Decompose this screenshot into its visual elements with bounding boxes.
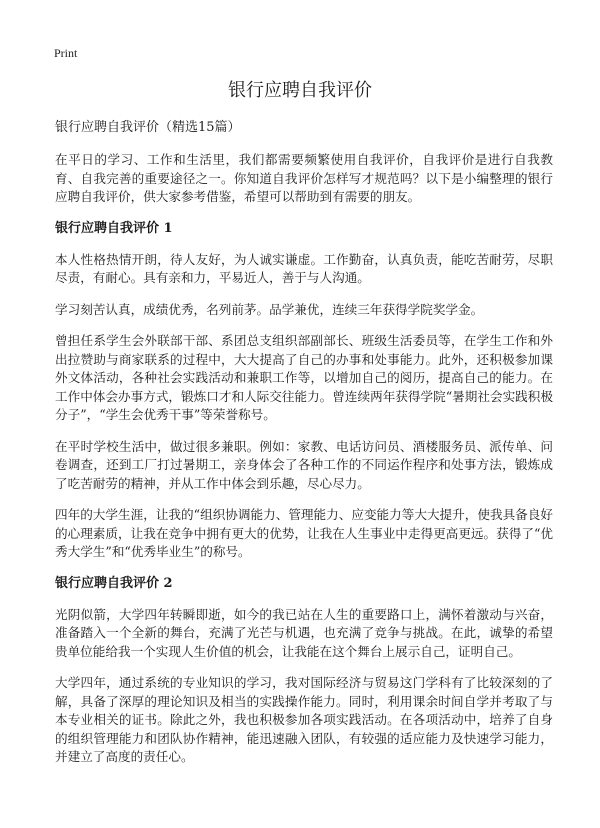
- section-heading-1: 银行应聘自我评价 1: [55, 220, 173, 236]
- section-2-paragraph-1: 光阴似箭，大学四年转瞬即逝，如今的我已站在人生的重要路口上，满怀着激动与兴奋，准备踏入一个全新的舞台，充满了光芒与机遇，也充满了竞争与挑战。在此，诚挚的希望贵单位能给我一个实现人生价值的机会，让我能在这个舞台上展示自己，证明自己。: [55, 606, 553, 659]
- article-subtitle: 银行应聘自我评价（精选15篇）: [55, 120, 241, 135]
- page-title: 银行应聘自我评价: [228, 80, 372, 101]
- section-heading-2: 银行应聘自我评价 2: [55, 575, 173, 591]
- intro-paragraph: 在平日的学习、工作和生活里，我们都需要频繁使用自我评价，自我评价是进行自我教育、自我完善的重要途径之一。你知道自我评价怎样写才规范吗？以下是小编整理的银行应聘自我评价，供大家参考借鉴，希望可以帮助到有需要的朋友。: [55, 152, 553, 204]
- section-1-paragraph-4: 在平时学校生活中，做过很多兼职。例如：家教、电话访问员、酒楼服务员、派传单、问卷调查，还到工厂打过暑期工，亲身体会了各种工作的不同运作程序和处事方法，锻炼成了吃苦耐劳的精神，并从工作中体会到乐趣，尽心尽力。: [55, 438, 553, 491]
- section-1-paragraph-1: 本人性格热情开朗，待人友好，为人诚实谦虚。工作勤奋，认真负责，能吃苦耐劳，尽职尽责，有耐心。具有亲和力，平易近人，善于与人沟通。: [55, 251, 553, 285]
- section-1-paragraph-5: 四年的大学生涯，让我的“组织协调能力、管理能力、应变能力等大大提升，使我具备良好的心理素质，让我在竞争中拥有更大的优势，让我在人生事业中走得更高更远。获得了“优秀大学生”和“优秀毕业生”的称号。: [55, 507, 553, 559]
- section-2-paragraph-2: 大学四年，通过系统的专业知识的学习，我对国际经济与贸易这门学科有了比较深刻的了解，具备了深厚的理论知识及相当的实践操作能力。同时，利用课余时间自学并考取了与本专业相关的证书。除此之外，我也积极参加各项实践活动。在各项活动中，培养了自身的组织管理能力和团队协作精神，能迅速融入团队，有较强的适应能力及快速学习能力，并建立了高度的责任心。: [55, 675, 553, 764]
- section-1-paragraph-2: 学习刻苦认真，成绩优秀，名列前茅。品学兼优，连续三年获得学院奖学金。: [55, 301, 484, 317]
- article-body: [55, 119, 553, 780]
- section-1-paragraph-3: 曾担任系学生会外联部干部、系团总支组织部副部长、班级生活委员等，在学生工作和外出拉赞助与商家联系的过程中，大大提高了自己的办事和处事能力。此外，还积极参加课外文体活动，各种社会实践活动和兼职工作等，以增加自己的阅历，提高自己的能力。在工作中体会办事方式，锻炼口才和人际交往能力。曾连续两年获得学院“暑期社会实践积极分子”，“学生会优秀干事”等荣誉称号。: [55, 333, 553, 422]
- print-link[interactable]: Print: [54, 46, 78, 60]
